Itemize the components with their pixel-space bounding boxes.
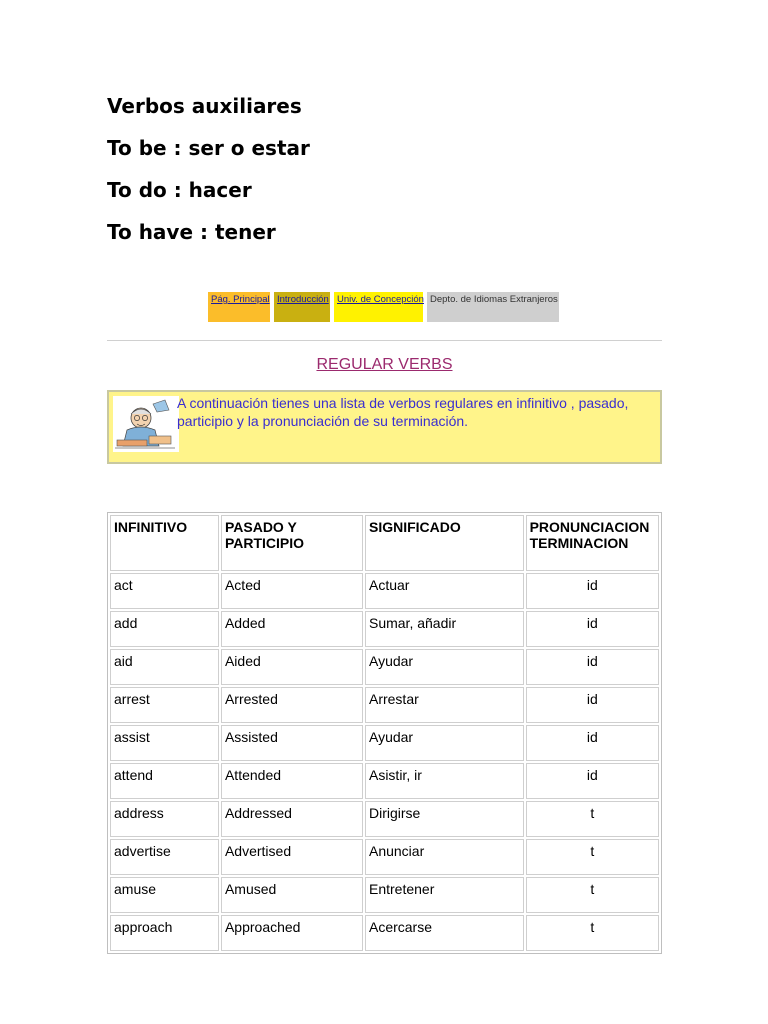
table-row [110, 611, 659, 647]
nav-link-introduccion[interactable]: Introducción [277, 294, 329, 305]
divider [107, 340, 662, 341]
cell-pasado: Attended [221, 763, 363, 799]
cell-significado: Dirigirse [365, 801, 524, 837]
cell-infinitivo: attend [110, 763, 219, 799]
cell-infinitivo: address [110, 801, 219, 837]
cell-significado: Ayudar [365, 725, 524, 761]
heading-auxiliares: Verbos auxiliares [107, 94, 302, 118]
table-row [110, 839, 659, 875]
cell-pasado: Arrested [221, 687, 363, 723]
cell-pronunciacion: t [526, 839, 659, 875]
intro-text: A continuación tienes una lista de verbos regulares en infinitivo , pasado, participio y la pronunciación de su terminación. [177, 395, 629, 429]
cell-pronunciacion: id [526, 725, 659, 761]
nav-cell-depto: Depto. de Idiomas Extranjeros [427, 292, 559, 322]
cell-pasado: Advertised [221, 839, 363, 875]
cell-infinitivo: advertise [110, 839, 219, 875]
cell-pronunciacion: t [526, 801, 659, 837]
cell-significado: Sumar, añadir [365, 611, 524, 647]
cell-significado: Anunciar [365, 839, 524, 875]
header-pronunciacion: PRONUNCIACION TERMINACION [526, 515, 659, 571]
cell-significado: Acercarse [365, 915, 524, 951]
cell-pronunciacion: id [526, 687, 659, 723]
cell-pasado: Amused [221, 877, 363, 913]
table-row [110, 573, 659, 609]
section-title[interactable]: REGULAR VERBS [316, 356, 453, 373]
cell-pasado: Acted [221, 573, 363, 609]
table-row [110, 687, 659, 723]
cell-pasado: Aided [221, 649, 363, 685]
cell-pasado: Assisted [221, 725, 363, 761]
cell-infinitivo: arrest [110, 687, 219, 723]
nav-link-principal[interactable]: Pág. Principal [211, 294, 270, 305]
teacher-illustration [113, 396, 179, 452]
cell-pronunciacion: id [526, 573, 659, 609]
cell-infinitivo: assist [110, 725, 219, 761]
nav-link-univ[interactable]: Univ. de Concepción [337, 294, 424, 305]
cell-pasado: Added [221, 611, 363, 647]
table-row [110, 725, 659, 761]
cell-pasado: Addressed [221, 801, 363, 837]
cell-pronunciacion: t [526, 915, 659, 951]
cell-significado: Actuar [365, 573, 524, 609]
cell-pronunciacion: id [526, 763, 659, 799]
verbs-table [107, 512, 662, 954]
cell-infinitivo: aid [110, 649, 219, 685]
cell-pasado: Approached [221, 915, 363, 951]
table-row [110, 649, 659, 685]
cell-pronunciacion: t [526, 877, 659, 913]
header-significado: SIGNIFICADO [365, 515, 524, 571]
cell-significado: Ayudar [365, 649, 524, 685]
cell-infinitivo: amuse [110, 877, 219, 913]
heading-to-do: To do : hacer [107, 178, 252, 202]
cell-infinitivo: act [110, 573, 219, 609]
heading-to-be: To be : ser o estar [107, 136, 310, 160]
nav-cell-introduccion [274, 292, 330, 322]
cell-significado: Asistir, ir [365, 763, 524, 799]
table-row [110, 763, 659, 799]
cell-significado: Entretener [365, 877, 524, 913]
heading-to-have: To have : tener [107, 220, 276, 244]
cell-infinitivo: add [110, 611, 219, 647]
header-infinitivo: INFINITIVO [110, 515, 219, 571]
cell-infinitivo: approach [110, 915, 219, 951]
nav-bar [208, 292, 559, 322]
cell-pronunciacion: id [526, 649, 659, 685]
headings [107, 92, 310, 260]
table-row [110, 801, 659, 837]
table-row [110, 877, 659, 913]
header-pasado: PASADO Y PARTICIPIO [221, 515, 363, 571]
table-row [110, 915, 659, 951]
cell-pronunciacion: id [526, 611, 659, 647]
nav-cell-principal [208, 292, 270, 322]
cell-significado: Arrestar [365, 687, 524, 723]
nav-cell-univ [334, 292, 423, 322]
table-header-row [110, 515, 659, 571]
intro-box [107, 390, 662, 464]
